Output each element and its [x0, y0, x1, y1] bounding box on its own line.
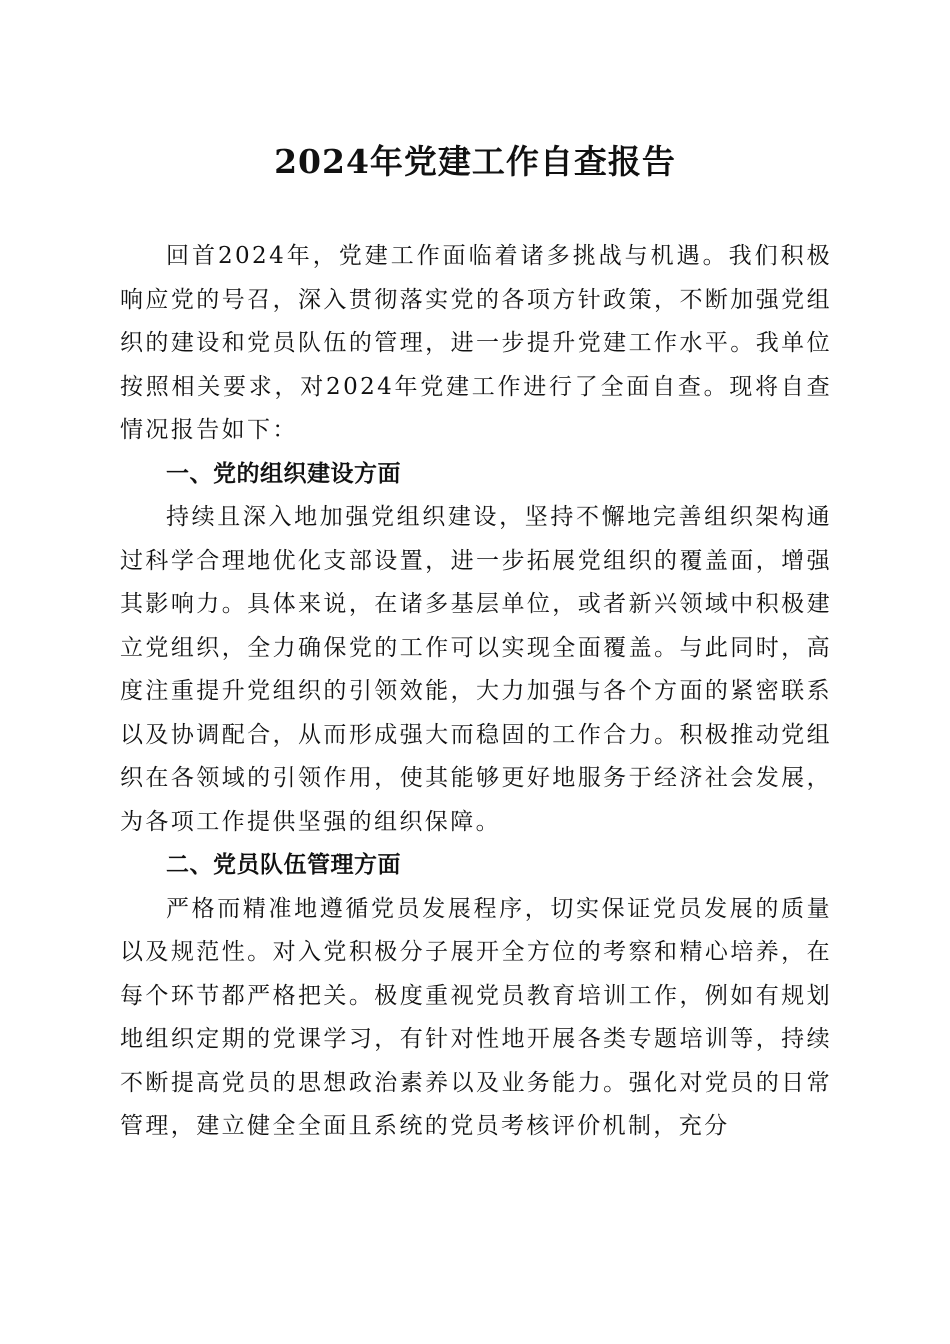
- section-body-organization: 持续且深入地加强党组织建设，坚持不懈地完善组织架构通过科学合理地优化支部设置，进一步拓展党组织的覆盖面，增强其影响力。具体来说，在诸多基层单位，或者新兴领域中积极建立党组织，全力确保党的工作可以实现全面覆盖。与此同时，高度注重提升党组织的引领效能，大力加强与各个方面的紧密联系以及协调配合，从而形成强大而稳固的工作合力。积极推动党组织在各领域的引领作用，使其能够更好地服务于经济社会发展，为各项工作提供坚强的组织保障。: [120, 504, 832, 835]
- section-body-membership: 严格而精准地遵循党员发展程序，切实保证党员发展的质量以及规范性。对入党积极分子展开全方位的考察和精心培养，在每个环节都严格把关。极度重视党员教育培训工作，例如有规划地组织定期的党课学习，有针对性地开展各类专题培训等，持续不断提高党员的思想政治素养以及业务能力。强化对党员的日常管理，建立健全全面且系统的党员考核评价机制，充分: [120, 895, 832, 1139]
- section-heading-membership: 二、党员队伍管理方面: [166, 852, 401, 878]
- document-title: 2024年党建工作自查报告: [274, 142, 676, 181]
- intro-paragraph: 回首2024年，党建工作面临着诸多挑战与机遇。我们积极响应党的号召，深入贯彻落实党的各项方针政策，不断加强党组织的建设和党员队伍的管理，进一步提升党建工作水平。我单位按照相关要求，对2024年党建工作进行了全面自查。现将自查情况报告如下：: [120, 243, 832, 443]
- document-body: [120, 235, 832, 1149]
- section-heading-organization: 一、党的组织建设方面: [166, 460, 401, 487]
